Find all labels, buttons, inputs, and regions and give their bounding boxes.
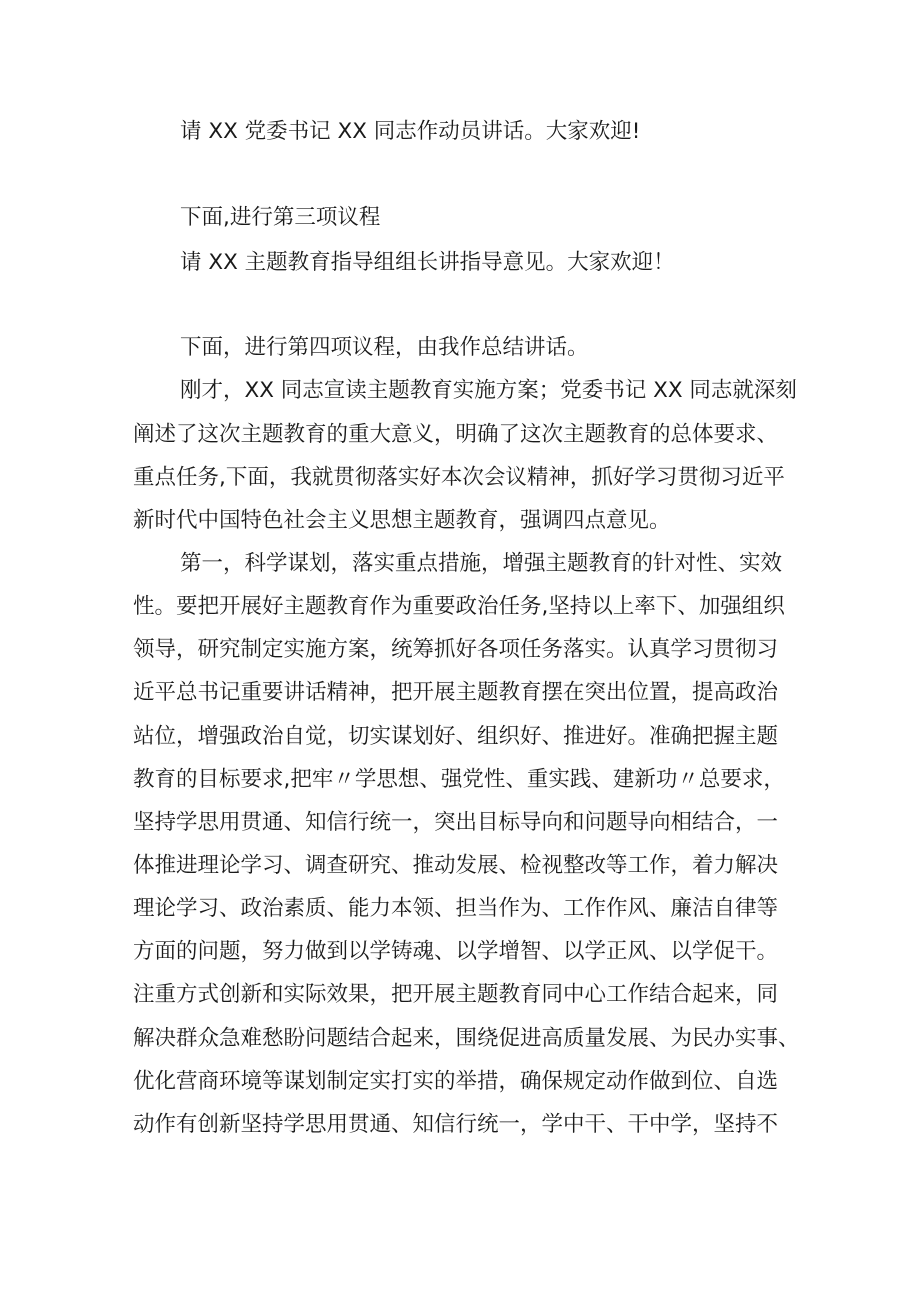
text-line: 新时代中国特色社会主义思想主题教育，强调四点意见。 xyxy=(133,508,671,533)
text-line: 解决群众急难愁盼问题结合起来，围绕促进高质量发展、为民办实事、 xyxy=(133,1026,800,1051)
text-line: 教育的目标要求,把牢〃学思想、强党性、重实践、建新功〃总要求， xyxy=(133,767,785,792)
text-line: 坚持学思用贯通、知信行统一，突出目标导向和问题导向相结合，一 xyxy=(133,810,779,835)
text-line: 优化营商环境等谋划制定实打实的举措，确保规定动作做到位、自选 xyxy=(133,1069,779,1094)
text-line: 下面,进行第三项议程 xyxy=(180,205,381,230)
text-line: 动作有创新坚持学思用贯通、知信行统一，学中干、干中学，坚持不 xyxy=(133,1112,779,1137)
text-line: 体推进理论学习、调查研究、推动发展、检视整改等工作，着力解决 xyxy=(133,853,779,878)
text-line: 领导，研究制定实施方案，统筹抓好各项任务落实。认真学习贯彻习 xyxy=(133,637,779,662)
text-line: 刚才，XX 同志宣读主题教育实施方案；党委书记 XX 同志就深刻 xyxy=(180,378,797,403)
text-line: 阐述了这次主题教育的重大意义，明确了这次主题教育的总体要求、 xyxy=(133,422,779,447)
text-line: 重点任务,下面，我就贯彻落实好本次会议精神，抓好学习贯彻习近平 xyxy=(133,465,785,490)
text-line: 方面的问题，努力做到以学铸魂、以学增智、以学正风、以学促干。 xyxy=(133,939,779,964)
text-line: 近平总书记重要讲话精神，把开展主题教育摆在突出位置，提高政治 xyxy=(133,680,779,705)
text-line: 请 XX 党委书记 XX 同志作动员讲话。大家欢迎! xyxy=(180,119,641,144)
text-line: 站位，增强政治自觉，切实谋划好、组织好、推进好。准确把握主题 xyxy=(133,724,779,749)
text-line: 性。要把开展好主题教育作为重要政治任务,坚持以上率下、加强组织 xyxy=(133,594,785,619)
text-line: 理论学习、政治素质、能力本领、担当作为、工作作风、廉洁自律等 xyxy=(133,896,779,921)
text-line: 下面，进行第四项议程，由我作总结讲话。 xyxy=(180,335,589,360)
text-line: 请 XX 主题教育指导组组长讲指导意见。大家欢迎！ xyxy=(180,250,675,275)
text-line: 注重方式创新和实际效果，把开展主题教育同中心工作结合起来，同 xyxy=(133,982,779,1007)
text-line: 第一，科学谋划，落实重点措施，增强主题教育的针对性、实效 xyxy=(180,551,783,576)
